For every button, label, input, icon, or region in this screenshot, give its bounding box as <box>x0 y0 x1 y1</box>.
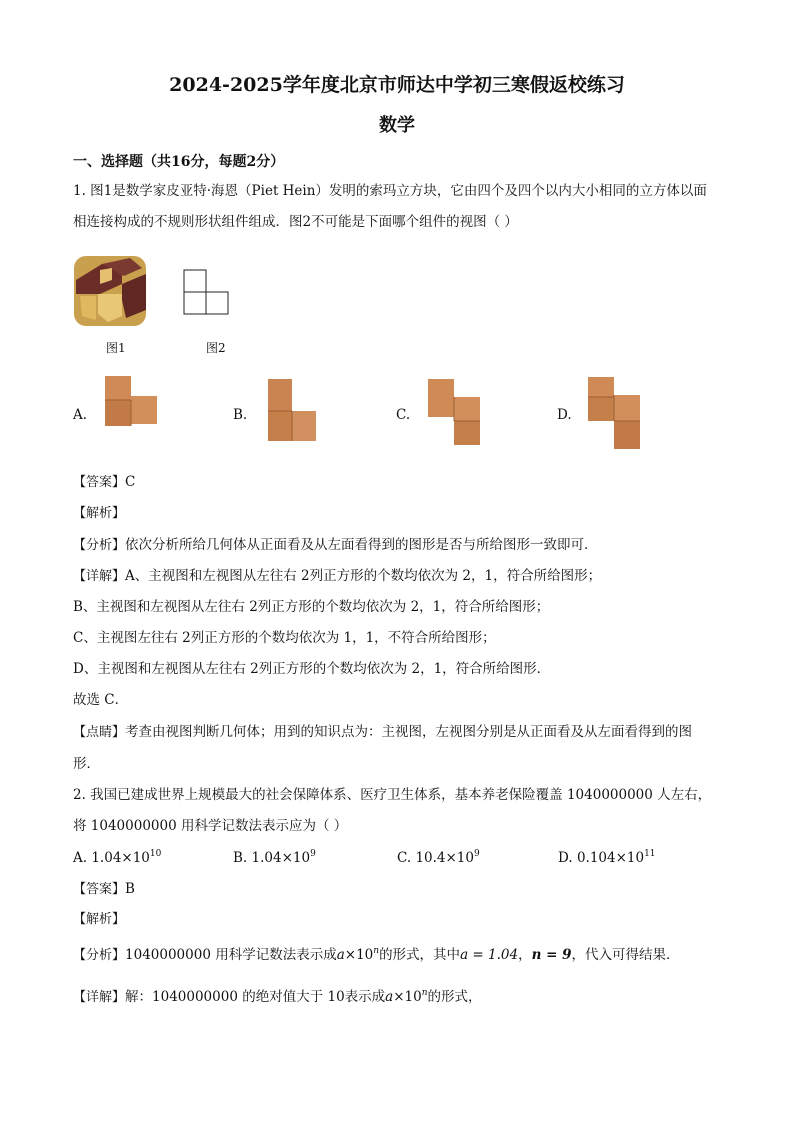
q1-line-b: B、主视图和左视图从左往右 2列正方形的个数均依次为 2，1，符合所给图形； <box>73 599 550 615</box>
q2-analysis-tag: 【解析】 <box>73 912 126 927</box>
sci-a: a <box>336 947 345 963</box>
q1-answer-value: C <box>125 474 136 490</box>
q2-xiangjie-pre: 解：1040000000 的绝对值大于 10表示成 <box>125 989 386 1005</box>
q1-option-c-label: C. <box>396 407 411 423</box>
option-label: C. <box>397 850 416 866</box>
q1-xiangjie-a: A、主视图和左视图从左往右 2列正方形的个数均依次为 2，1，符合所给图形； <box>125 568 602 584</box>
figure1-label: 图1 <box>106 341 126 355</box>
q1-option-b-label: B. <box>233 407 248 423</box>
q2-a-equals: a = 1.04 <box>460 947 519 963</box>
q2-fenxi-pre: 1040000000 用科学记数法表示成 <box>125 947 337 963</box>
sci-times: ×10 <box>344 947 374 963</box>
fenxi-tag: 【分析】 <box>73 538 126 553</box>
figure2-label: 图2 <box>206 341 226 355</box>
q2-answer-value: B <box>125 881 135 897</box>
q1-option-b-blocks <box>264 376 320 446</box>
q1-stem-line2: 相连接构成的不规则形状组件组成．图2不可能是下面哪个组件的视图（ ） <box>73 214 518 230</box>
q2-stem-line2: 将 1040000000 用科学记数法表示应为（ ） <box>73 818 348 834</box>
q1-stem-line1: 1. 图1是数学家皮亚特·海恩（Piet Hein）发明的索玛立方块，它由四个及四个以内大小相同的立方体以面 <box>73 183 707 199</box>
sci-n: n <box>373 946 380 956</box>
option-base: 1.04×10 <box>91 850 150 866</box>
q1-answer-row <box>73 473 135 492</box>
q2-xiangjie-end: 的形式， <box>427 989 482 1005</box>
q1-analysis-tag: 【解析】 <box>73 506 126 521</box>
answer-tag: 【答案】 <box>73 475 126 490</box>
option-exponent: 9 <box>310 849 316 859</box>
three-square-view-figure <box>183 269 231 317</box>
dianjing-tag: 【点睛】 <box>73 725 126 740</box>
q1-xiangjie-row <box>73 567 601 586</box>
page-subtitle: 数学 <box>379 115 415 136</box>
q1-option-a-label: A. <box>73 407 88 423</box>
q2-answer-row <box>73 880 135 899</box>
option-label: A. <box>73 850 92 866</box>
q2-option-b <box>233 849 316 867</box>
q2-option-d <box>558 849 656 867</box>
answer-tag: 【答案】 <box>73 882 126 897</box>
section-heading: 一、选择题（共16分，每题2分） <box>73 154 285 170</box>
page-title: 2024-2025学年度北京市师达中学初三寒假返校练习 <box>169 74 625 96</box>
q1-dianjing-row <box>73 723 692 742</box>
q1-line-d: D、主视图和左视图从左往右 2列正方形的个数均依次为 2，1，符合所给图形． <box>73 661 551 677</box>
option-base: 10.4×10 <box>415 850 474 866</box>
q2-n-equals: n = 9 <box>531 947 572 963</box>
xiangjie-tag: 【详解】 <box>73 990 126 1005</box>
q2-xiangjie-row <box>73 988 482 1007</box>
q1-option-d-label: D. <box>557 407 572 423</box>
option-base: 1.04×10 <box>251 850 311 866</box>
sci-times: ×10 <box>393 989 422 1005</box>
sci-n: n <box>421 988 428 998</box>
xiangjie-tag: 【详解】 <box>73 569 126 584</box>
q1-fenxi-text: 依次分析所给几何体从正面看及从左面看得到的图形是否与所给图形一致即可． <box>125 537 598 553</box>
option-label: D. <box>558 850 577 866</box>
option-exponent: 11 <box>644 849 656 859</box>
soma-cube-figure <box>72 250 152 330</box>
q1-dianjing-line1: 考查由视图判断几何体；用到的知识点为：主视图，左视图分别是从正面看及从左面看得到的图 <box>125 724 693 740</box>
q1-option-c-blocks <box>426 376 482 446</box>
option-label: B. <box>233 850 252 866</box>
q1-line-c: C、主视图左往右 2列正方形的个数均依次为 1，1，不符合所给图形； <box>73 630 496 646</box>
sci-a: a <box>385 989 394 1005</box>
q2-fenxi-end: ，代入可得结果． <box>571 947 680 963</box>
separator: ， <box>518 947 532 963</box>
q1-option-a-blocks <box>99 373 159 429</box>
q1-choose: 故选 C． <box>73 692 129 708</box>
option-exponent: 9 <box>474 849 480 859</box>
q2-fenxi-mid: 的形式，其中 <box>379 947 461 963</box>
q2-option-c <box>397 849 480 867</box>
option-base: 0.104×10 <box>576 850 645 866</box>
q2-fenxi-row <box>73 946 680 965</box>
fenxi-tag: 【分析】 <box>73 948 126 963</box>
q2-option-a <box>73 849 161 867</box>
q2-stem-line1: 2. 我国已建成世界上规模最大的社会保障体系、医疗卫生体系，基本养老保险覆盖 1040000000 人左右， <box>73 787 712 803</box>
option-exponent: 10 <box>149 849 162 859</box>
q1-fenxi-row <box>73 536 598 555</box>
q1-option-d-blocks <box>586 375 644 451</box>
q1-dianjing-line2: 形． <box>73 756 100 772</box>
